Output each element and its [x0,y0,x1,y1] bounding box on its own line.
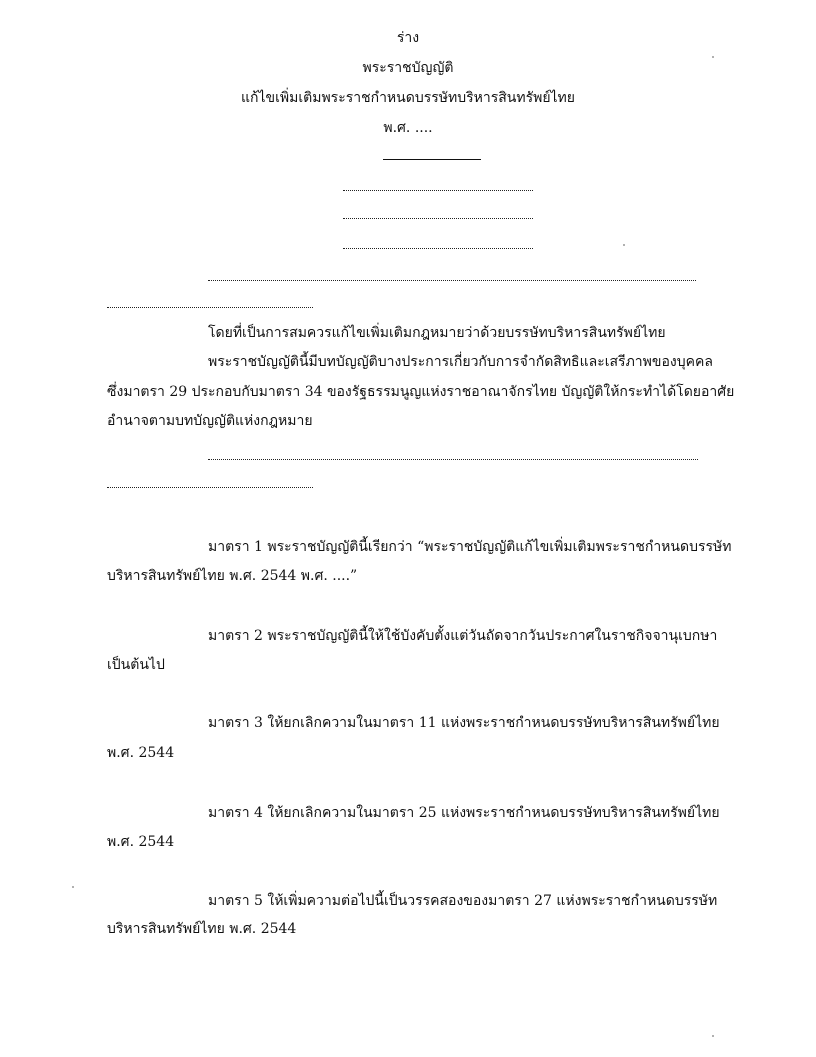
preamble-line-1: โดยที่เป็นการสมควรแก้ไขเพิ่มเติมกฎหมายว่าด้วยบรรษัทบริหารสินทรัพย์ไทย [208,325,666,341]
section-2-line-2: เป็นต้นไป [107,657,165,673]
blank-line-5 [107,307,313,308]
section-4-line-2: พ.ศ. 2544 [107,834,175,850]
preamble-line-3: ซึ่งมาตรา 29 ประกอบกับมาตรา 34 ของรัฐธรรมนูญแห่งราชอาณาจักรไทย บัญญัติให้กระทำได้โดยอาศัย [107,384,735,400]
blank-line-7 [107,487,313,488]
scan-speck [712,1035,714,1037]
blank-line-4 [208,280,696,281]
blank-line-3 [343,248,533,249]
section-4-line-1: มาตรา 4 ให้ยกเลิกความในมาตรา 25 แห่งพระราชกำหนดบรรษัทบริหารสินทรัพย์ไทย [208,805,720,821]
section-1-line-1: มาตรา 1 พระราชบัญญัตินี้เรียกว่า “พระราชบัญญัติแก้ไขเพิ่มเติมพระราชกำหนดบรรษัท [208,539,732,555]
scan-speck [72,886,74,888]
blank-line-1 [343,190,533,191]
document-type: พระราชบัญญัติ [362,60,454,76]
title-underline [383,159,481,160]
section-3-line-1: มาตรา 3 ให้ยกเลิกความในมาตรา 11 แห่งพระราชกำหนดบรรษัทบริหารสินทรัพย์ไทย [208,715,720,731]
document-year: พ.ศ. .... [383,120,433,136]
blank-line-2 [343,218,533,219]
scan-speck [623,244,625,246]
section-5-line-1: มาตรา 5 ให้เพิ่มความต่อไปนี้เป็นวรรคสองของมาตรา 27 แห่งพระราชกำหนดบรรษัท [208,893,718,909]
preamble-line-2: พระราชบัญญัตินี้มีบทบัญญัติบางประการเกี่ยวกับการจำกัดสิทธิและเสรีภาพของบุคคล [208,354,713,370]
section-1-line-2: บริหารสินทรัพย์ไทย พ.ศ. 2544 พ.ศ. ....” [107,568,358,584]
section-5-line-2: บริหารสินทรัพย์ไทย พ.ศ. 2544 [107,921,297,937]
document-title: แก้ไขเพิ่มเติมพระราชกำหนดบรรษัทบริหารสินทรัพย์ไทย [240,90,575,106]
section-2-line-1: มาตรา 2 พระราชบัญญัตินี้ให้ใช้บังคับตั้งแต่วันถัดจากวันประกาศในราชกิจจานุเบกษา [208,628,718,644]
preamble-line-4: อำนาจตามบทบัญญัติแห่งกฎหมาย [107,413,313,429]
draft-label: ร่าง [396,30,420,46]
section-3-line-2: พ.ศ. 2544 [107,745,175,761]
scan-speck [712,56,714,58]
blank-line-6 [208,459,698,460]
